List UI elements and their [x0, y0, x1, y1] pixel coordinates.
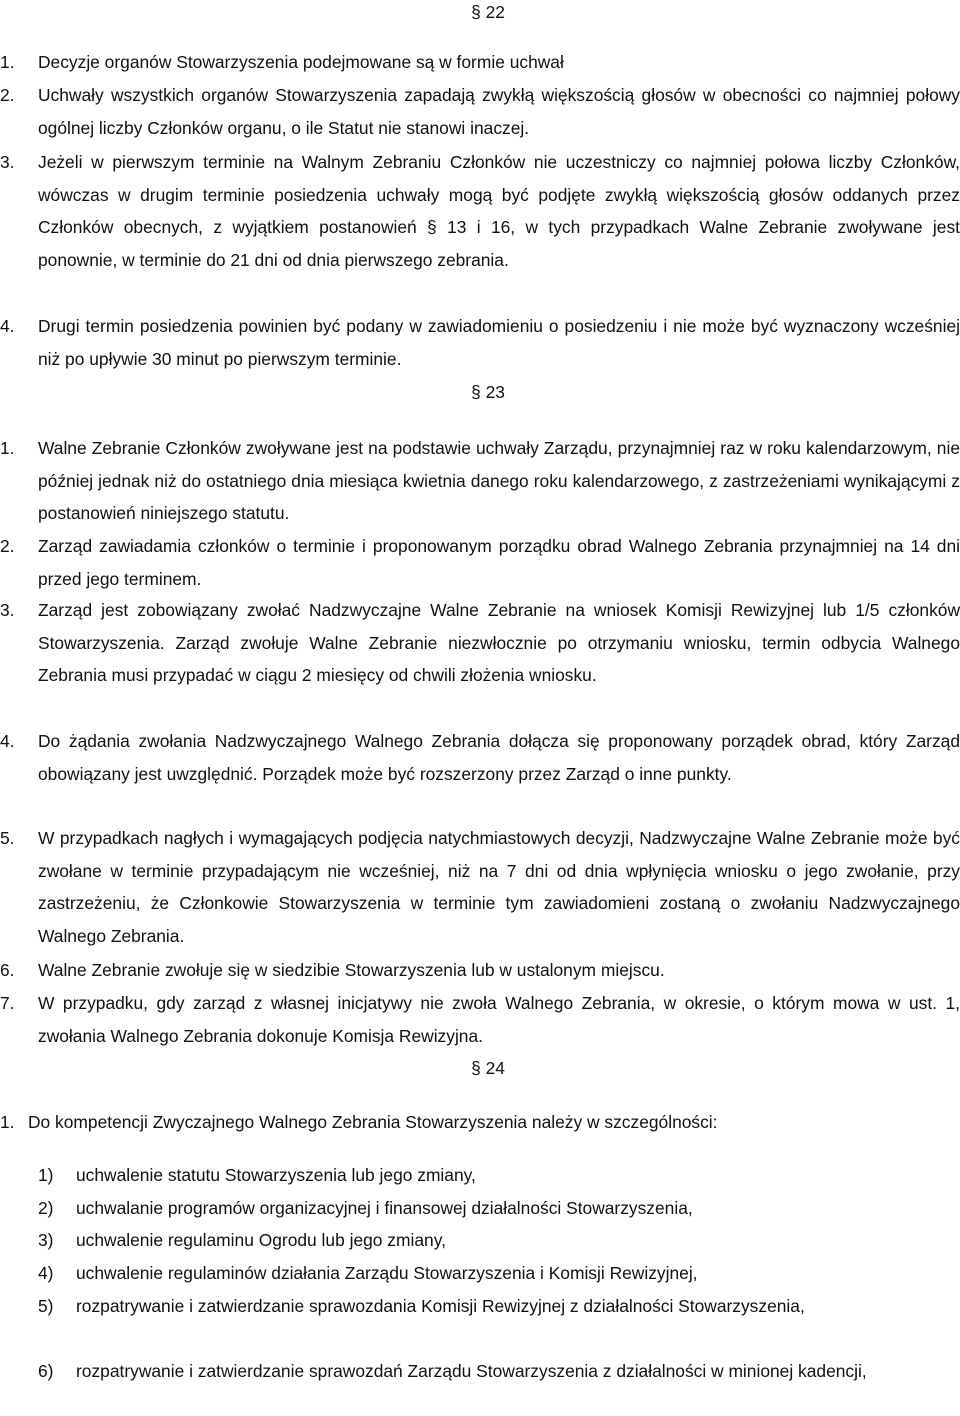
s23-item-2	[0, 530, 960, 595]
s23-item-1-number: 1.	[0, 438, 15, 458]
s24-list-item-3	[0, 1224, 960, 1257]
s24-intro-text: Do kompetencji Zwyczajnego Walnego Zebrania Stowarzyszenia należy w szczególności:	[28, 1112, 718, 1132]
s24-list-item-2	[0, 1192, 960, 1225]
s23-item-5-number: 5.	[0, 828, 15, 848]
s24-list-item-4	[0, 1257, 960, 1290]
s22-item-1-text: Decyzje organów Stowarzyszenia podejmowane są w formie uchwał	[38, 52, 564, 72]
s22-item-4-number: 4.	[0, 316, 15, 336]
s23-item-7-text: W przypadku, gdy zarząd z własnej inicjatywy nie zwoła Walnego Zebrania, w okresie, o którym mowa w ust. 1, zwołania Walnego Zebrania dokonuje Komisja Rewizyjna.	[38, 993, 960, 1046]
s23-item-3-number: 3.	[0, 600, 15, 620]
s23-item-1	[0, 432, 960, 530]
s22-item-3-text: Jeżeli w pierwszym terminie na Walnym Zebraniu Członków nie uczestniczy co najmniej połowa liczby Członków, wówczas w drugim terminie posiedzenia uchwały mogą być podjęte zwykłą większością głosów oddanych przez Członków obecnych, z wyjątkiem postanowień § 13 i 16, w tych przypadkach Walne Zebranie zwoływane jest ponownie, w terminie do 21 dni od dnia pierwszego zebrania.	[38, 152, 960, 270]
s24-list-item-6-number: 6)	[38, 1361, 54, 1381]
s22-item-2-text: Uchwały wszystkich organów Stowarzyszenia zapadają zwykłą większością głosów w obecności co najmniej połowy ogólnej liczby Członków organu, o ile Statut nie stanowi inaczej.	[38, 85, 960, 138]
s23-item-6	[0, 954, 960, 987]
s24-list-item-1-text: uchwalenie statutu Stowarzyszenia lub jego zmiany,	[76, 1165, 476, 1185]
s22-item-1	[0, 46, 960, 79]
s22-item-4	[0, 310, 960, 375]
section-24-heading: § 24	[471, 1058, 505, 1078]
s23-item-7-number: 7.	[0, 993, 15, 1013]
s24-list-item-1-number: 1)	[38, 1165, 54, 1185]
s22-item-2	[0, 79, 960, 144]
s23-item-4-text: Do żądania zwołania Nadzwyczajnego Walnego Zebrania dołącza się proponowany porządek obrad, który Zarząd obowiązany jest uwzględnić. Porządek może być rozszerzony przez Zarząd o inne punkty.	[38, 731, 960, 784]
s24-list-item-6	[0, 1355, 960, 1388]
s22-item-4-text: Drugi termin posiedzenia powinien być podany w zawiadomieniu o posiedzeniu i nie może być wyznaczony wcześniej niż po upływie 30 minut po pierwszym terminie.	[38, 316, 960, 369]
s24-list-item-3-text: uchwalenie regulaminu Ogrodu lub jego zmiany,	[76, 1230, 446, 1250]
s22-item-2-number: 2.	[0, 85, 15, 105]
section-23-heading: § 23	[471, 382, 505, 402]
s22-item-3-number: 3.	[0, 152, 15, 172]
s24-list-item-4-text: uchwalenie regulaminów działania Zarządu Stowarzyszenia i Komisji Rewizyjnej,	[76, 1263, 698, 1283]
s23-item-4-number: 4.	[0, 731, 15, 751]
s24-list-item-5-text: rozpatrywanie i zatwierdzanie sprawozdania Komisji Rewizyjnej z działalności Stowarzyszenia,	[76, 1296, 805, 1316]
s22-item-1-number: 1.	[0, 52, 15, 72]
s24-list-item-5-number: 5)	[38, 1296, 54, 1316]
s22-item-3	[0, 146, 960, 276]
s23-item-6-number: 6.	[0, 960, 15, 980]
s24-list-item-3-number: 3)	[38, 1230, 54, 1250]
s24-intro-number: 1.	[0, 1112, 15, 1132]
s24-list-item-1	[0, 1159, 960, 1192]
s24-list-item-2-text: uchwalanie programów organizacyjnej i finansowej działalności Stowarzyszenia,	[76, 1198, 693, 1218]
s23-item-3-text: Zarząd jest zobowiązany zwołać Nadzwyczajne Walne Zebranie na wniosek Komisji Rewizyjnej lub 1/5 członków Stowarzyszenia. Zarząd zwołuje Walne Zebranie niezwłocznie po otrzymaniu wniosku, termin odbycia Walnego Zebrania musi przypadać w ciągu 2 miesięcy od chwili złożenia wniosku.	[38, 600, 960, 685]
s23-item-7	[0, 987, 960, 1052]
section-22-heading: § 22	[471, 2, 505, 22]
s23-item-4	[0, 725, 960, 790]
s23-item-2-number: 2.	[0, 536, 15, 556]
s24-intro	[0, 1106, 960, 1139]
s23-item-5-text: W przypadkach nagłych i wymagających podjęcia natychmiastowych decyzji, Nadzwyczajne Walne Zebranie może być zwołane w terminie przypadającym nie wcześniej, niż na 7 dni od dnia wpłynięcia wniosku o jego zwołanie, przy zastrzeżeniu, że Członkowie Stowarzyszenia w terminie tym zawiadomieni zostaną o zwołaniu Nadzwyczajnego Walnego Zebrania.	[38, 828, 960, 946]
s24-list-item-6-text: rozpatrywanie i zatwierdzanie sprawozdań Zarządu Stowarzyszenia z działalności w minionej kadencji,	[76, 1361, 867, 1381]
s24-list-item-2-number: 2)	[38, 1198, 54, 1218]
s23-item-6-text: Walne Zebranie zwołuje się w siedzibie Stowarzyszenia lub w ustalonym miejscu.	[38, 960, 665, 980]
s23-item-1-text: Walne Zebranie Członków zwoływane jest na podstawie uchwały Zarządu, przynajmniej raz w roku kalendarzowym, nie później jednak niż do ostatniego dnia miesiąca kwietnia danego roku kalendarzowego, z zastrzeżeniami wynikającymi z postanowień niniejszego statutu.	[38, 438, 960, 523]
s23-item-5	[0, 822, 960, 952]
s24-list-item-5	[0, 1290, 960, 1323]
s24-list-item-4-number: 4)	[38, 1263, 54, 1283]
s23-item-3	[0, 594, 960, 692]
s23-item-2-text: Zarząd zawiadamia członków o terminie i proponowanym porządku obrad Walnego Zebrania przynajmniej na 14 dni przed jego terminem.	[38, 536, 960, 589]
